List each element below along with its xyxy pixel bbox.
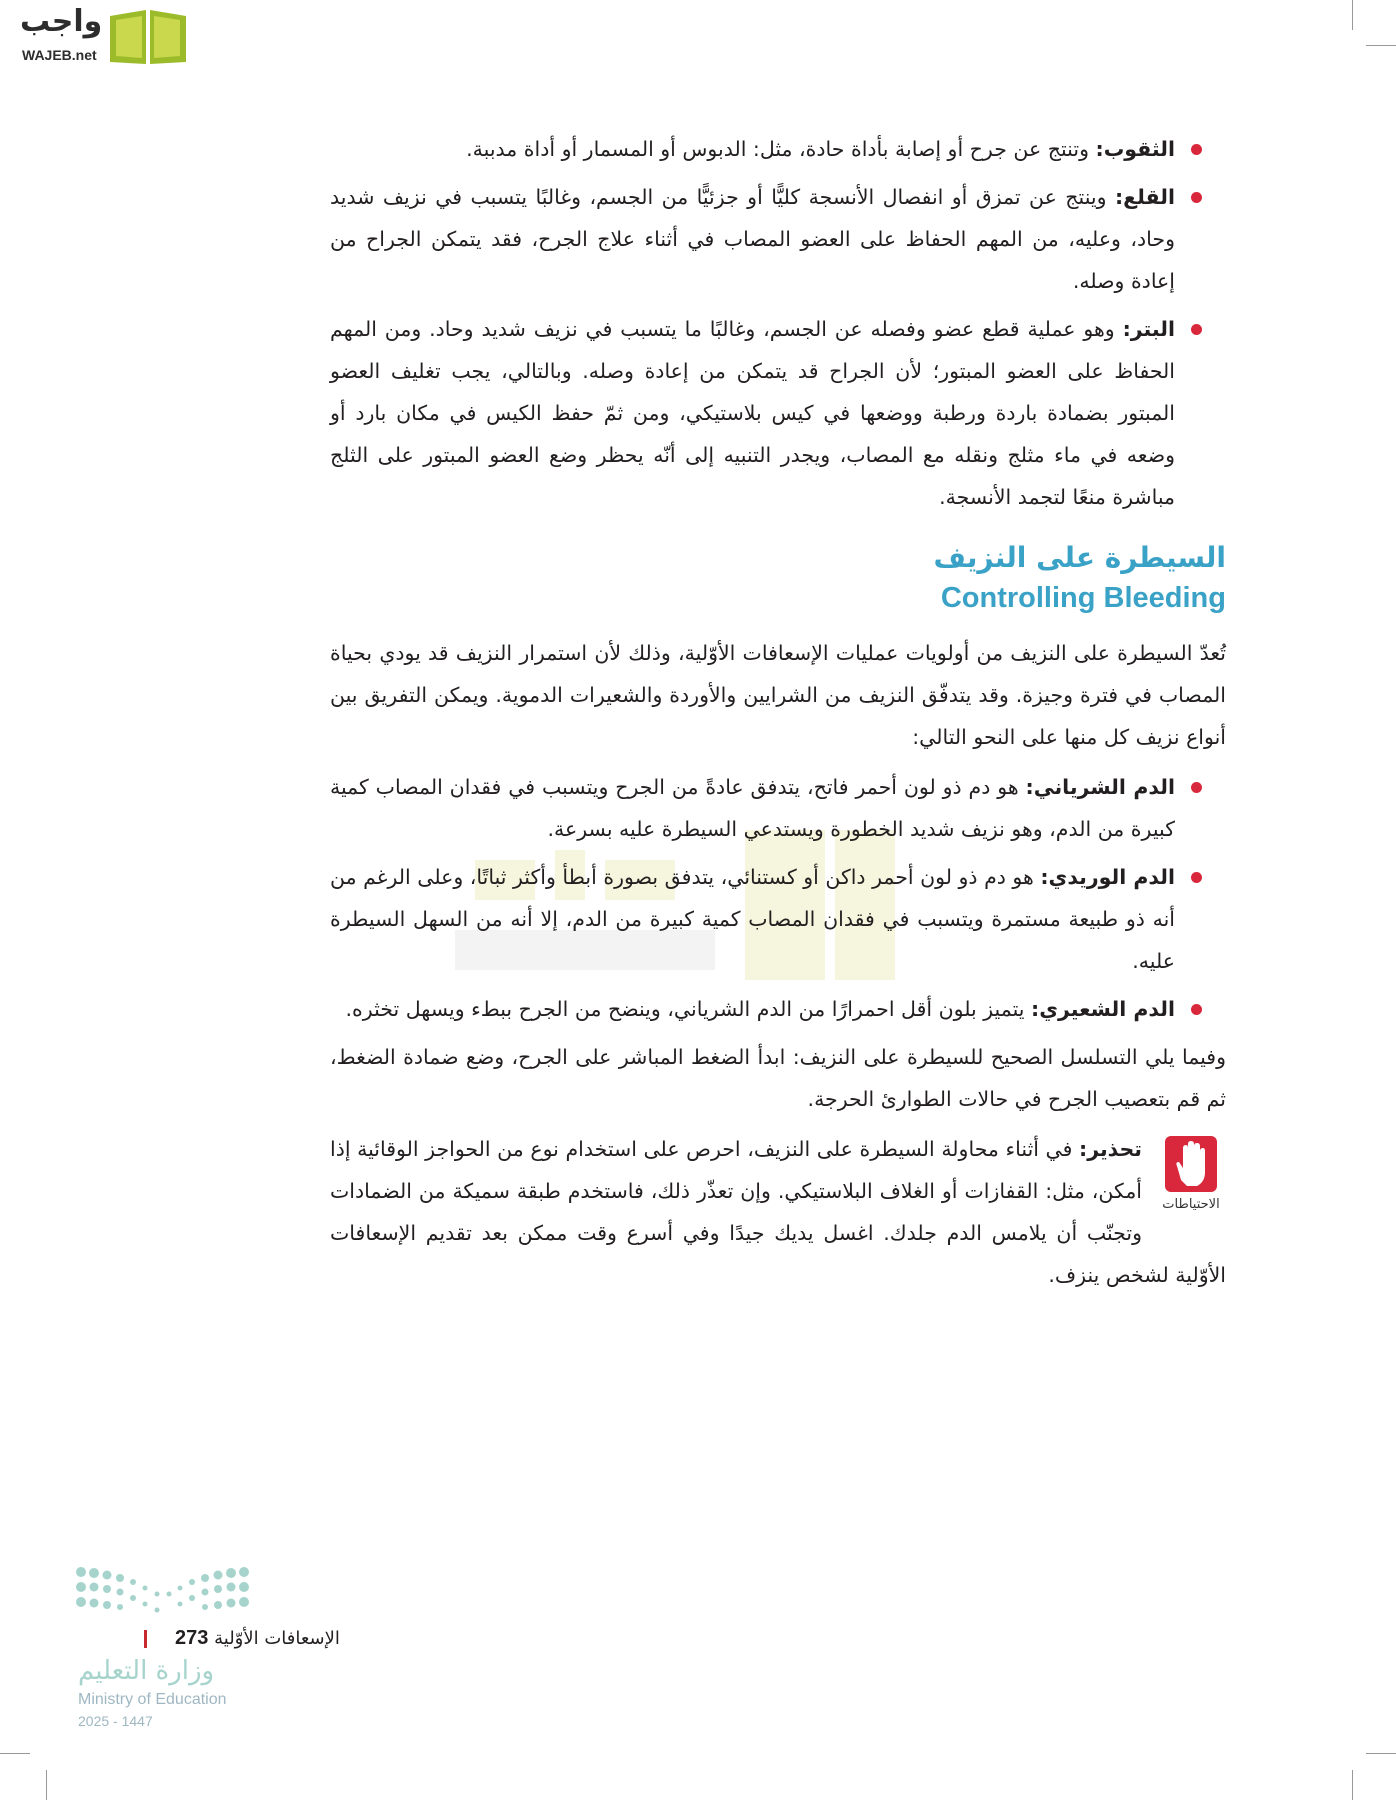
wound-item-avulsion <box>330 176 1226 302</box>
wound-text: وتنتج عن جرح أو إصابة بأداة حادة، مثل: الدبوس أو المسمار أو أداة مدببة. <box>466 137 1096 161</box>
page-footer <box>175 1626 340 1651</box>
section-title-arabic: السيطرة على النزيف <box>933 541 1226 574</box>
wound-term: الثقوب: <box>1095 137 1175 161</box>
bleeding-term: الدم الشعيري: <box>1031 997 1175 1021</box>
warning-paragraph <box>330 1128 1226 1296</box>
book-title: الإسعافات الأوّلية <box>214 1628 340 1649</box>
page-number: 273 <box>175 1627 209 1649</box>
crop-mark <box>46 1770 47 1800</box>
wound-item-amputation <box>330 308 1226 518</box>
intro-paragraph: تُعدّ السيطرة على النزيف من أولويات عمليات الإسعافات الأوّلية، وذلك لأن استمرار النزيف قد يودي بحياة المصاب في فترة وجيزة. وقد يتدفّق النزيف من الشرايين والأوردة والشعيرات الدموية. ويمكن التفريق بين أنواع نزيف كل منها على النحو التالي: <box>330 641 1226 749</box>
bullet-dot <box>1191 1004 1202 1015</box>
ministry-name-english: Ministry of Education <box>78 1691 227 1708</box>
sequence-paragraph: وفيما يلي التسلسل الصحيح للسيطرة على النزيف: ابدأ الضغط المباشر على الجرح، وضع ضمادة الضغط، ثم قم بتعصيب الجرح في حالات الطوارئ الحرجة. <box>330 1045 1226 1111</box>
book-icon <box>106 6 190 66</box>
bleeding-text: يتميز بلون أقل احمرارًا من الدم الشرياني، وينضح من الجرح ببطء ويسهل تخثره. <box>345 997 1031 1021</box>
precautions-box <box>1156 1136 1226 1214</box>
wound-term: البتر: <box>1122 317 1175 341</box>
wound-item-punctures <box>330 128 1226 170</box>
bleeding-type-arterial <box>330 766 1226 850</box>
ministry-name-arabic: وزارة التعليم <box>78 1656 215 1686</box>
logo-latin: WAJEB.net <box>22 47 97 63</box>
bleeding-term: الدم الوريدي: <box>1040 865 1175 889</box>
warning-text: في أثناء محاولة السيطرة على النزيف، احرص على استخدام نوع من الحواجز الوقائية إذا أمكن، مثل: القفازات أو الغلاف البلاستيكي. وإن تعذّر ذلك، فاستخدم طبقة سميكة من الضمادات وتجنّب أن يلامس الدم جلدك. اغسل يديك جيدًا وفي أسرع وقت ممكن بعد تقديم الإسعافات الأوّلية لشخص ينزف. <box>330 1137 1226 1287</box>
bullet-dot <box>1191 324 1202 335</box>
edition-year: 2025 - 1447 <box>78 1713 153 1729</box>
stop-hand-icon <box>1165 1136 1217 1192</box>
crop-mark <box>1352 1770 1353 1800</box>
warning-term: تحذير: <box>1079 1137 1142 1161</box>
crop-mark <box>1366 1753 1396 1754</box>
precautions-label: الاحتياطات <box>1162 1197 1220 1212</box>
bullet-dot <box>1191 872 1202 883</box>
page-content <box>330 128 1226 1296</box>
bleeding-type-venous <box>330 856 1226 982</box>
logo-arabic: واجب <box>20 4 103 39</box>
bullet-dot <box>1191 192 1202 203</box>
wound-text: وهو عملية قطع عضو وفصله عن الجسم، وغالبًا ما يتسبب في نزيف شديد وحاد. ومن المهم الحفاظ على العضو المبتور؛ لأن الجراح قد يتمكن من إعادة وصله. وبالتالي، يجب تغليف العضو المبتور بضمادة باردة ورطبة ووضعها في كيس بلاستيكي، ومن ثمّ حفظ الكيس في مكان بارد أو وضعه في ماء مثلج ونقله مع المصاب، ويجدر التنبيه إلى أنّه يحظر وضع العضو المبتور على الثلج مباشرة منعًا لتجمد الأنسجة. <box>330 317 1175 509</box>
bleeding-text: هو دم ذو لون أحمر فاتح، يتدفق عادةً من الجرح ويتسبب في فقدان المصاب كمية كبيرة من الدم، وهو نزيف شديد الخطورة ويستدعي السيطرة عليه بسرعة. <box>330 775 1175 841</box>
ministry-logo-dots <box>75 1566 250 1626</box>
page-divider <box>144 1630 147 1648</box>
crop-mark <box>1366 45 1396 46</box>
crop-mark <box>0 1753 30 1754</box>
wound-text: وينتج عن تمزق أو انفصال الأنسجة كليًّا أو جزئيًّا من الجسم، وغالبًا يتسبب في نزيف شديد وحاد، وعليه، من المهم الحفاظ على العضو المصاب في أثناء علاج الجرح، فقد يتمكن الجراح من إعادة وصله. <box>330 185 1175 293</box>
wound-term: القلع: <box>1114 185 1175 209</box>
bullet-dot <box>1191 144 1202 155</box>
wajeb-logo[interactable] <box>10 4 190 68</box>
bleeding-type-capillary <box>330 988 1226 1030</box>
bleeding-text: هو دم ذو لون أحمر داكن أو كستنائي، يتدفق بصورة أبطأ وأكثر ثباتًا، وعلى الرغم من أنه ذو طبيعة مستمرة ويتسبب في فقدان المصاب كمية كبيرة من الدم، إلا أنه من السهل السيطرة عليه. <box>330 865 1175 973</box>
crop-mark <box>1352 0 1353 30</box>
section-title-english: Controlling Bleeding <box>940 582 1226 614</box>
bullet-dot <box>1191 782 1202 793</box>
bleeding-term: الدم الشرياني: <box>1025 775 1175 799</box>
